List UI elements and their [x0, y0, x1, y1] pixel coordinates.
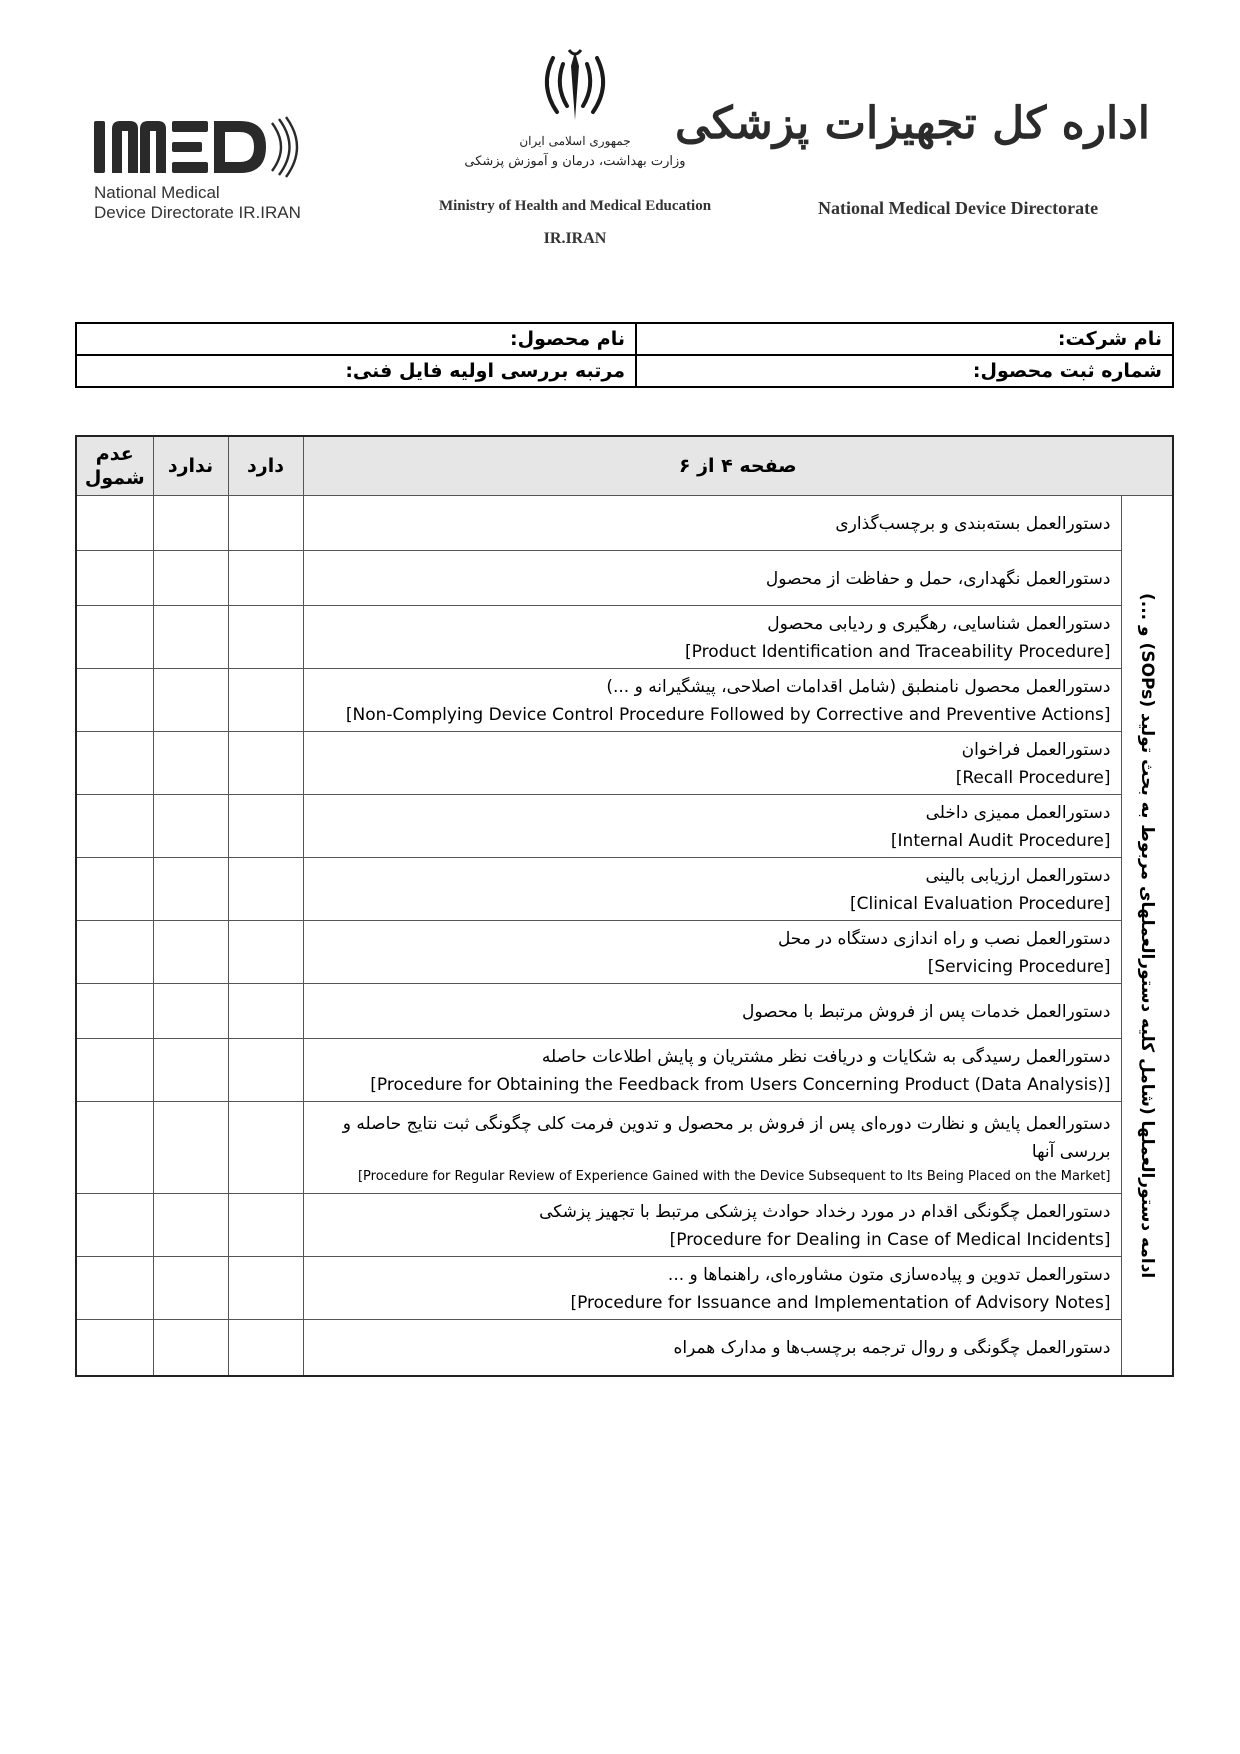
table-row — [76, 551, 1173, 606]
procedure-name-en: [Internal Audit Procedure] — [890, 831, 1111, 851]
procedure-name-en: [Procedure for Regular Review of Experience Gained with the Device Subsequent to Its Being Placed on the Market] — [357, 1168, 1111, 1184]
col-hasnt: ندارد — [153, 436, 228, 496]
section-side-label: ادامه دستورالعملها (شامل کلیه دستورالعملهای مربوط به بحث تولید (SOPs) و ...) — [1136, 592, 1157, 1278]
not-applicable-checkbox-cell[interactable] — [76, 496, 153, 551]
col-not-applicable-line2: شمول — [84, 467, 145, 489]
not-applicable-checkbox-cell[interactable] — [76, 795, 153, 858]
procedure-item — [303, 921, 1121, 984]
not-applicable-checkbox-cell[interactable] — [76, 606, 153, 669]
procedures-checklist-table — [75, 435, 1174, 1377]
iran-emblem-icon — [533, 46, 617, 130]
not-applicable-checkbox-cell[interactable] — [76, 1257, 153, 1320]
table-row — [76, 795, 1173, 858]
hasnt-checkbox-cell[interactable] — [153, 984, 228, 1039]
procedure-item — [303, 1194, 1121, 1257]
table-row — [76, 1320, 1173, 1376]
procedure-name-fa: دستورالعمل نصب و راه اندازی دستگاه در محل — [777, 929, 1111, 949]
procedure-item — [303, 1257, 1121, 1320]
hasnt-checkbox-cell[interactable] — [153, 551, 228, 606]
not-applicable-checkbox-cell[interactable] — [76, 1320, 153, 1376]
table-row — [76, 1102, 1173, 1194]
procedure-name-en: [Procedure for Dealing in Case of Medical Incidents] — [669, 1230, 1111, 1250]
ministry-fa-line1: جمهوری اسلامی ایران — [519, 134, 631, 148]
ministry-logo — [395, 46, 755, 256]
has-checkbox-cell[interactable] — [228, 1320, 303, 1376]
imed-name-line2: Device Directorate IR.IRAN — [94, 203, 301, 222]
nmdd-logo — [674, 90, 1180, 220]
table-row — [76, 669, 1173, 732]
table-row — [76, 984, 1173, 1039]
procedure-name-en: [Procedure for Issuance and Implementation of Advisory Notes] — [570, 1293, 1111, 1313]
ministry-fa-line2: وزارت بهداشت، درمان و آموزش پزشکی — [464, 154, 686, 169]
not-applicable-checkbox-cell[interactable] — [76, 1194, 153, 1257]
procedure-name-en: [Non-Complying Device Control Procedure Followed by Corrective and Preventive Actions] — [345, 705, 1111, 725]
imed-name-line1: National Medical — [94, 183, 220, 202]
has-checkbox-cell[interactable] — [228, 1194, 303, 1257]
procedure-item — [303, 984, 1121, 1039]
review-stage-field[interactable]: مرتبه بررسی اولیه فایل فنی: — [76, 355, 636, 387]
procedure-name-fa: دستورالعمل تدوین و پیاده‌سازی متون مشاوره‌ای، راهنماها و ... — [667, 1265, 1111, 1285]
hasnt-checkbox-cell[interactable] — [153, 858, 228, 921]
procedure-name-en: [Procedure for Obtaining the Feedback from Users Concerning Product (Data Analysis)] — [370, 1075, 1111, 1095]
page-indicator: صفحه ۴ از ۶ — [303, 436, 1173, 496]
table-row — [76, 1039, 1173, 1102]
has-checkbox-cell[interactable] — [228, 1257, 303, 1320]
procedure-name-en: [Product Identification and Traceability Procedure] — [685, 642, 1111, 662]
hasnt-checkbox-cell[interactable] — [153, 732, 228, 795]
hasnt-checkbox-cell[interactable] — [153, 1102, 228, 1194]
procedure-name-fa: دستورالعمل بسته‌بندی و برچسب‌گذاری — [835, 514, 1111, 534]
has-checkbox-cell[interactable] — [228, 669, 303, 732]
table-header-row — [76, 436, 1173, 496]
procedure-name-en: [Servicing Procedure] — [927, 957, 1111, 977]
hasnt-checkbox-cell[interactable] — [153, 1257, 228, 1320]
has-checkbox-cell[interactable] — [228, 921, 303, 984]
not-applicable-checkbox-cell[interactable] — [76, 858, 153, 921]
has-checkbox-cell[interactable] — [228, 1039, 303, 1102]
col-not-applicable-line1: عدم — [95, 443, 134, 465]
nmdd-en-name: National Medical Device Directorate — [818, 198, 1099, 218]
procedure-name-fa: دستورالعمل ارزیابی بالینی — [925, 866, 1111, 886]
not-applicable-checkbox-cell[interactable] — [76, 732, 153, 795]
table-row — [76, 606, 1173, 669]
has-checkbox-cell[interactable] — [228, 795, 303, 858]
hasnt-checkbox-cell[interactable] — [153, 1194, 228, 1257]
procedure-item — [303, 1320, 1121, 1376]
table-row — [76, 496, 1173, 551]
has-checkbox-cell[interactable] — [228, 984, 303, 1039]
table-row — [76, 858, 1173, 921]
procedure-item — [303, 606, 1121, 669]
not-applicable-checkbox-cell[interactable] — [76, 669, 153, 732]
has-checkbox-cell[interactable] — [228, 858, 303, 921]
procedure-item — [303, 795, 1121, 858]
has-checkbox-cell[interactable] — [228, 1102, 303, 1194]
col-has: دارد — [228, 436, 303, 496]
hasnt-checkbox-cell[interactable] — [153, 1039, 228, 1102]
has-checkbox-cell[interactable] — [228, 732, 303, 795]
not-applicable-checkbox-cell[interactable] — [76, 921, 153, 984]
ministry-en-name: Ministry of Health and Medical Education — [438, 198, 712, 214]
table-row — [76, 1257, 1173, 1320]
procedure-item — [303, 496, 1121, 551]
hasnt-checkbox-cell[interactable] — [153, 921, 228, 984]
procedure-name-fa: دستورالعمل فراخوان — [961, 740, 1111, 760]
not-applicable-checkbox-cell[interactable] — [76, 1102, 153, 1194]
product-name-field[interactable]: نام محصول: — [76, 323, 636, 355]
procedure-item — [303, 669, 1121, 732]
procedure-item — [303, 732, 1121, 795]
has-checkbox-cell[interactable] — [228, 551, 303, 606]
registration-number-field[interactable]: شماره ثبت محصول: — [636, 355, 1173, 387]
hasnt-checkbox-cell[interactable] — [153, 795, 228, 858]
procedure-name-fa: دستورالعمل چگونگی اقدام در مورد رخداد حوادث پزشکی مرتبط با تجهیز پزشکی — [539, 1202, 1111, 1222]
hasnt-checkbox-cell[interactable] — [153, 669, 228, 732]
procedure-item — [303, 858, 1121, 921]
not-applicable-checkbox-cell[interactable] — [76, 1039, 153, 1102]
ministry-country: IR.IRAN — [543, 230, 607, 247]
procedure-name-fa: دستورالعمل پایش و نظارت دوره‌ای پس از فروش بر محصول و تدوین فرمت کلی چگونگی ثبت نتایج حاصله و بررسی آنها — [342, 1113, 1111, 1162]
hasnt-checkbox-cell[interactable] — [153, 496, 228, 551]
company-name-field[interactable]: نام شرکت: — [636, 323, 1173, 355]
procedure-name-fa: دستورالعمل محصول نامنطبق (شامل اقدامات اصلاحی، پیشگیرانه و ...) — [606, 677, 1111, 697]
product-info-table — [75, 322, 1174, 388]
table-row — [76, 732, 1173, 795]
procedure-item — [303, 1102, 1121, 1194]
hasnt-checkbox-cell[interactable] — [153, 1320, 228, 1376]
table-row — [76, 921, 1173, 984]
procedure-name-fa: دستورالعمل شناسایی، رهگیری و ردیابی محصول — [767, 614, 1111, 634]
imed-logo — [90, 115, 320, 225]
procedure-item — [303, 551, 1121, 606]
not-applicable-checkbox-cell[interactable] — [76, 984, 153, 1039]
section-side-label-cell — [1121, 496, 1173, 1376]
has-checkbox-cell[interactable] — [228, 606, 303, 669]
procedure-name-en: [Recall Procedure] — [955, 768, 1111, 788]
procedure-item — [303, 1039, 1121, 1102]
hasnt-checkbox-cell[interactable] — [153, 606, 228, 669]
procedure-name-fa: دستورالعمل چگونگی و روال ترجمه برچسب‌ها و مدارک همراه — [673, 1338, 1111, 1359]
procedure-name-fa: دستورالعمل خدمات پس از فروش مرتبط با محصول — [742, 1002, 1111, 1022]
table-row — [76, 1194, 1173, 1257]
col-not-applicable — [76, 436, 153, 496]
procedure-name-en: [Clinical Evaluation Procedure] — [850, 894, 1111, 914]
procedure-name-fa: دستورالعمل ممیزی داخلی — [925, 803, 1111, 823]
nmdd-fa-name: اداره کل تجهیزات پزشکی — [674, 98, 1150, 149]
procedure-name-fa: دستورالعمل رسیدگی به شکایات و دریافت نظر مشتریان و پایش اطلاعات حاصله — [541, 1047, 1111, 1067]
procedure-name-fa: دستورالعمل نگهداری، حمل و حفاظت از محصول — [765, 569, 1111, 589]
has-checkbox-cell[interactable] — [228, 496, 303, 551]
imed-logo-mark — [90, 115, 305, 179]
not-applicable-checkbox-cell[interactable] — [76, 551, 153, 606]
